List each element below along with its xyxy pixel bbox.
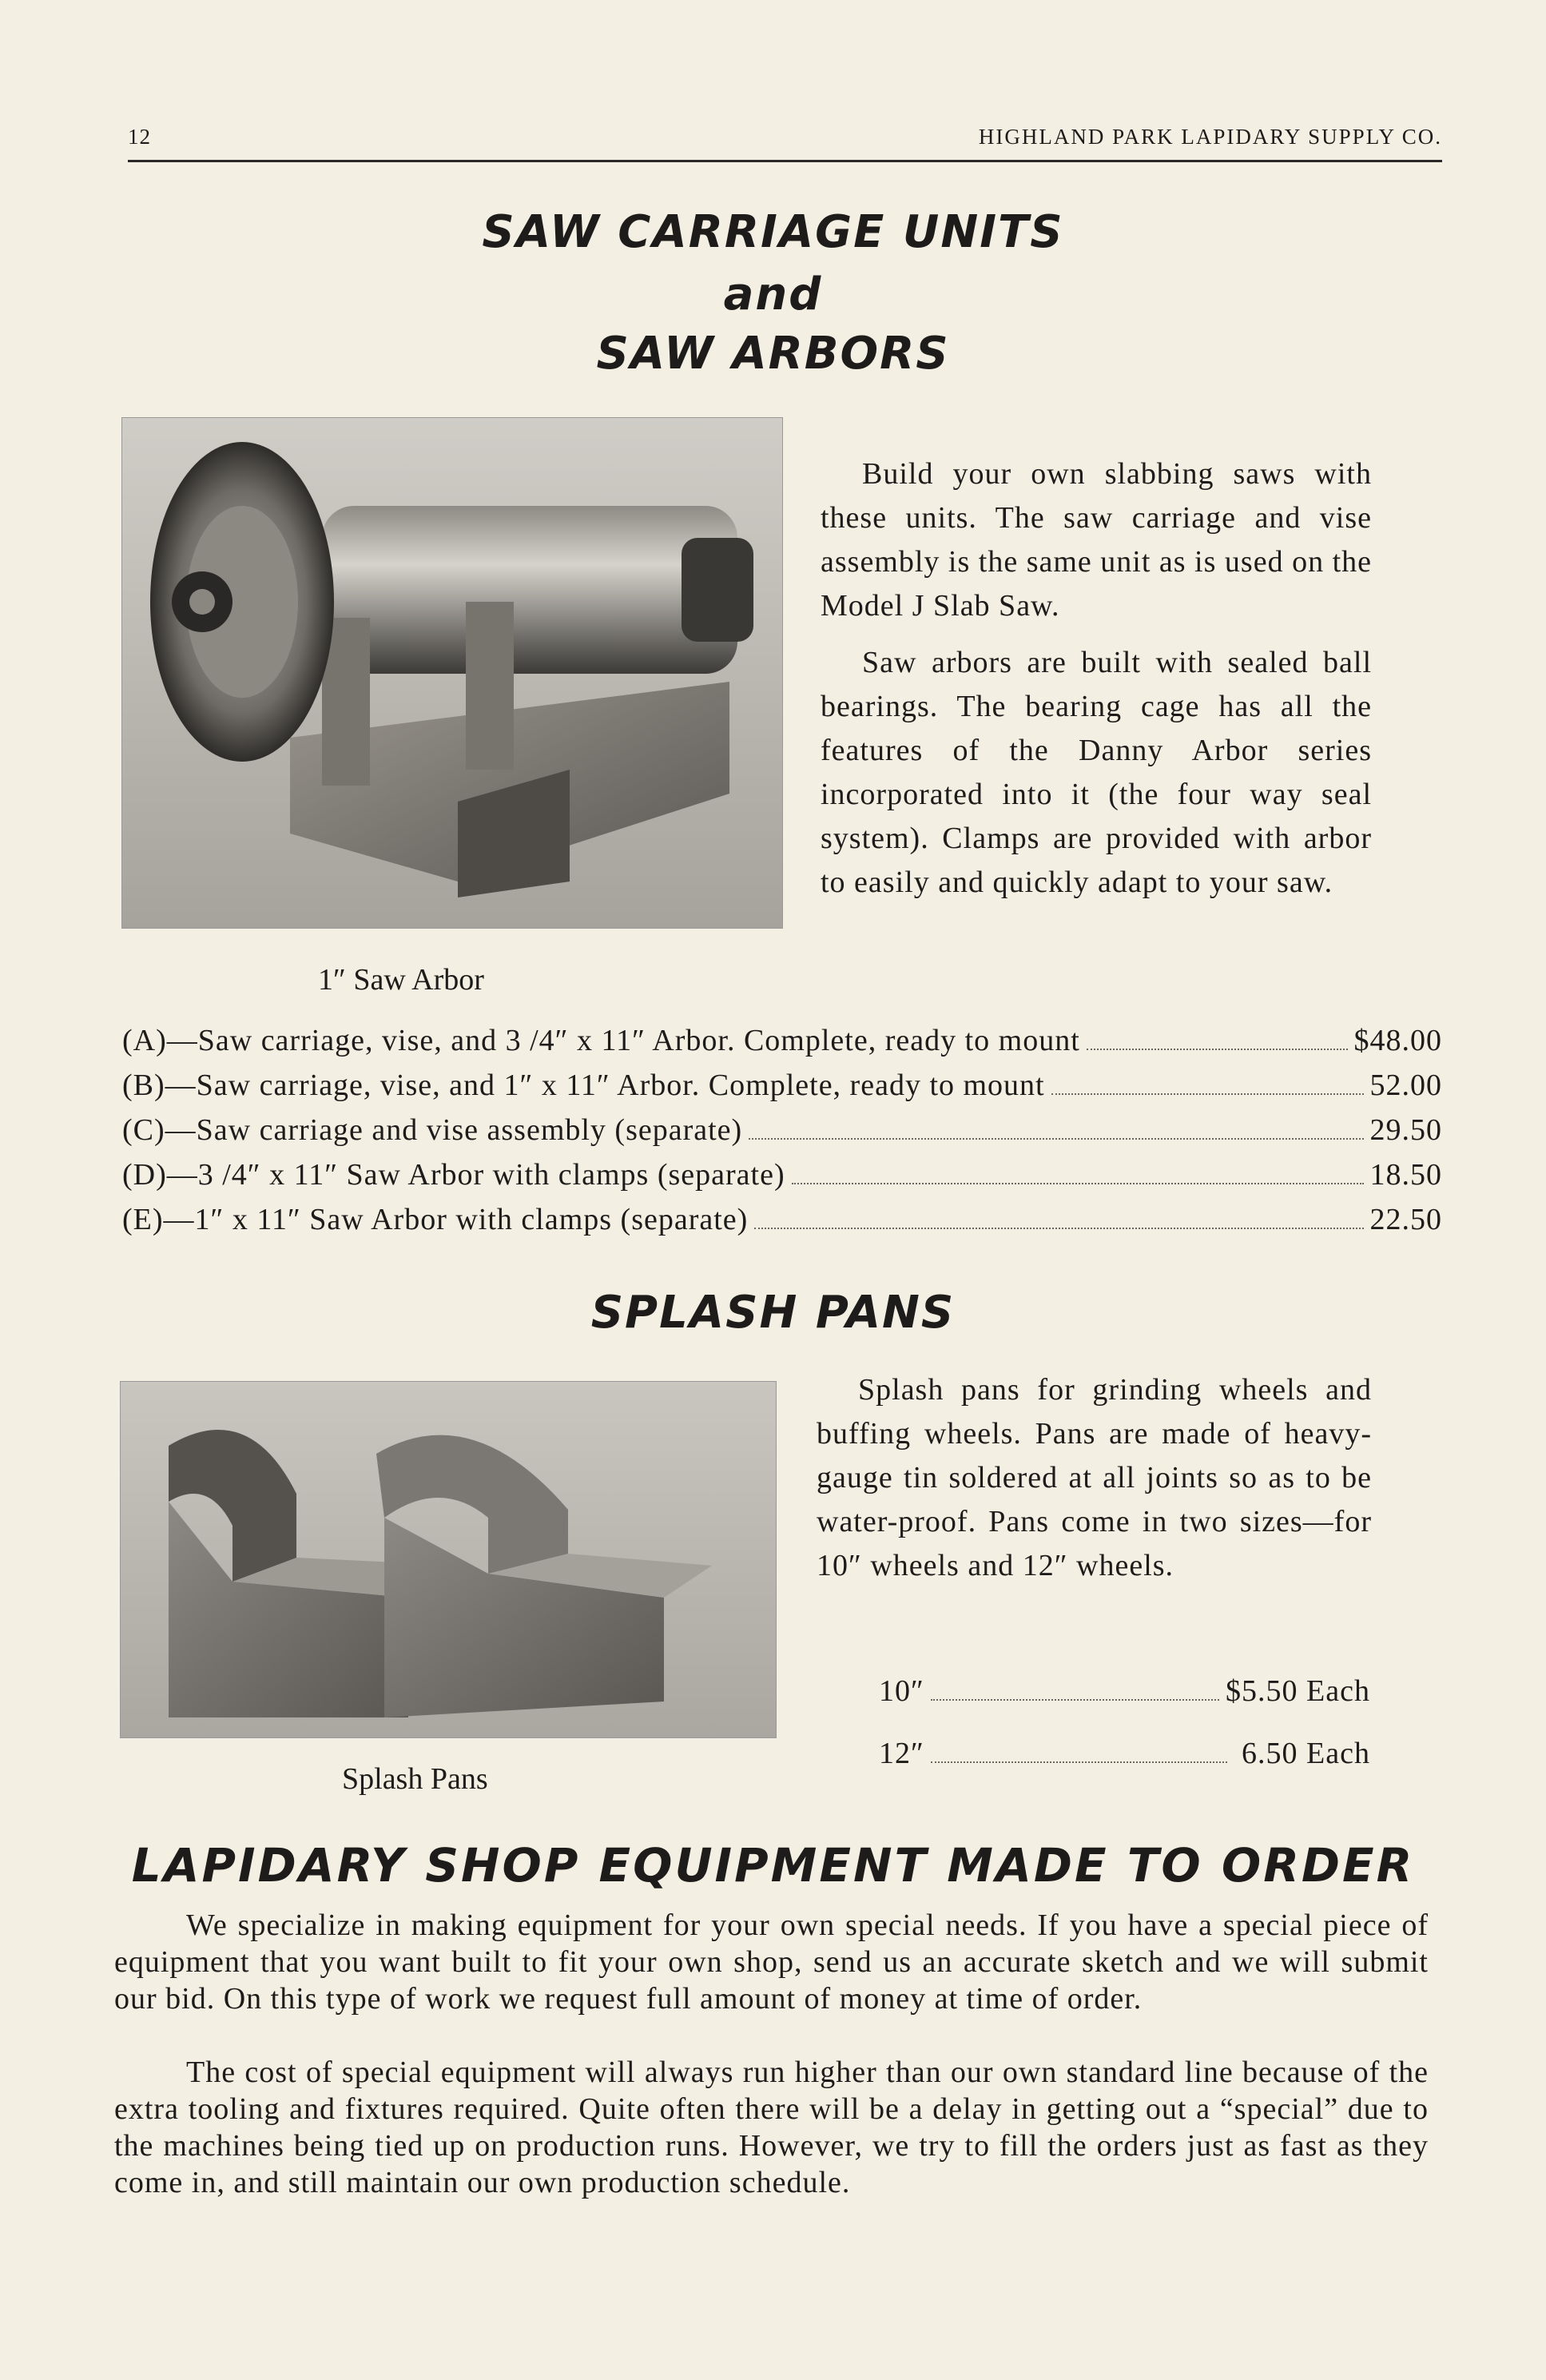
company-name: HIGHLAND PARK LAPIDARY SUPPLY CO.	[978, 125, 1442, 149]
price-row-d: (D)—3 /4″ x 11″ Saw Arbor with clamps (separate) 18.50	[122, 1158, 1442, 1192]
splash-pans-paragraph: Splash pans for grinding wheels and buffing wheels. Pans are made of heavy-gauge tin soldered at all joints so as to be water-proof. Pans come in two sizes—for 10″ wheels and 12″ wheels.	[817, 1373, 1372, 1582]
splash-pan-price-10: 10″ $5.50 Each	[879, 1674, 1370, 1708]
splash-pans-photo	[120, 1381, 777, 1738]
section-title-saw-arbors: SAW ARBORS	[596, 328, 950, 380]
splash-pans-caption: Splash Pans	[342, 1762, 488, 1796]
saw-arbor-caption: 1″ Saw Arbor	[318, 963, 484, 997]
price-row-e: (E)—1″ x 11″ Saw Arbor with clamps (separate) 22.50	[122, 1203, 1442, 1236]
splash-pan-price-12: 12″ 6.50 Each	[879, 1737, 1370, 1770]
section-title-made-to-order: LAPIDARY SHOP EQUIPMENT MADE TO ORDER	[131, 1838, 1415, 1892]
section-title-splash-pans: SPLASH PANS	[590, 1287, 956, 1339]
page-header	[128, 120, 1442, 162]
saw-arbors-paragraph-2: Saw arbors are built with sealed ball bearings. The bearing cage has all the features of the Danny Arbor series incorporated into it (the four way seal system). Clamps are provided with arbor to easily and quickly adapt to your saw.	[821, 646, 1372, 899]
section-title-and: and	[723, 269, 823, 320]
made-to-order-paragraph-1: We specialize in making equipment for your own special needs. If you have a special piece of equipment that you want built to fit your own shop, send us an accurate sketch and we will submit our bid. On this type of work we request full amount of money at time of order.	[114, 1908, 1429, 2016]
page-number: 12	[128, 125, 151, 149]
price-row-b: (B)—Saw carriage, vise, and 1″ x 11″ Arbor. Complete, ready to mount 52.00	[122, 1069, 1442, 1102]
section-title-saw-carriage: SAW CARRIAGE UNITS	[482, 206, 1064, 258]
price-row-c: (C)—Saw carriage and vise assembly (separate) 29.50	[122, 1113, 1442, 1147]
made-to-order-paragraph-2: The cost of special equipment will always run higher than our own standard line because of the extra tooling and fixtures required. Quite often there will be a delay in getting out a “special” due to the machines being tied up on production runs. However, we try to fill the orders just as fast as they come in, and still maintain our own production schedule.	[114, 2056, 1429, 2199]
price-row-a: (A)—Saw carriage, vise, and 3 /4″ x 11″ Arbor. Complete, ready to mount $48.00	[122, 1024, 1442, 1057]
saw-arbor-photo	[121, 417, 783, 929]
saw-arbors-paragraph-1: Build your own slabbing saws with these units. The saw carriage and vise assembly is the same unit as is used on the Model J Slab Saw.	[821, 457, 1372, 623]
